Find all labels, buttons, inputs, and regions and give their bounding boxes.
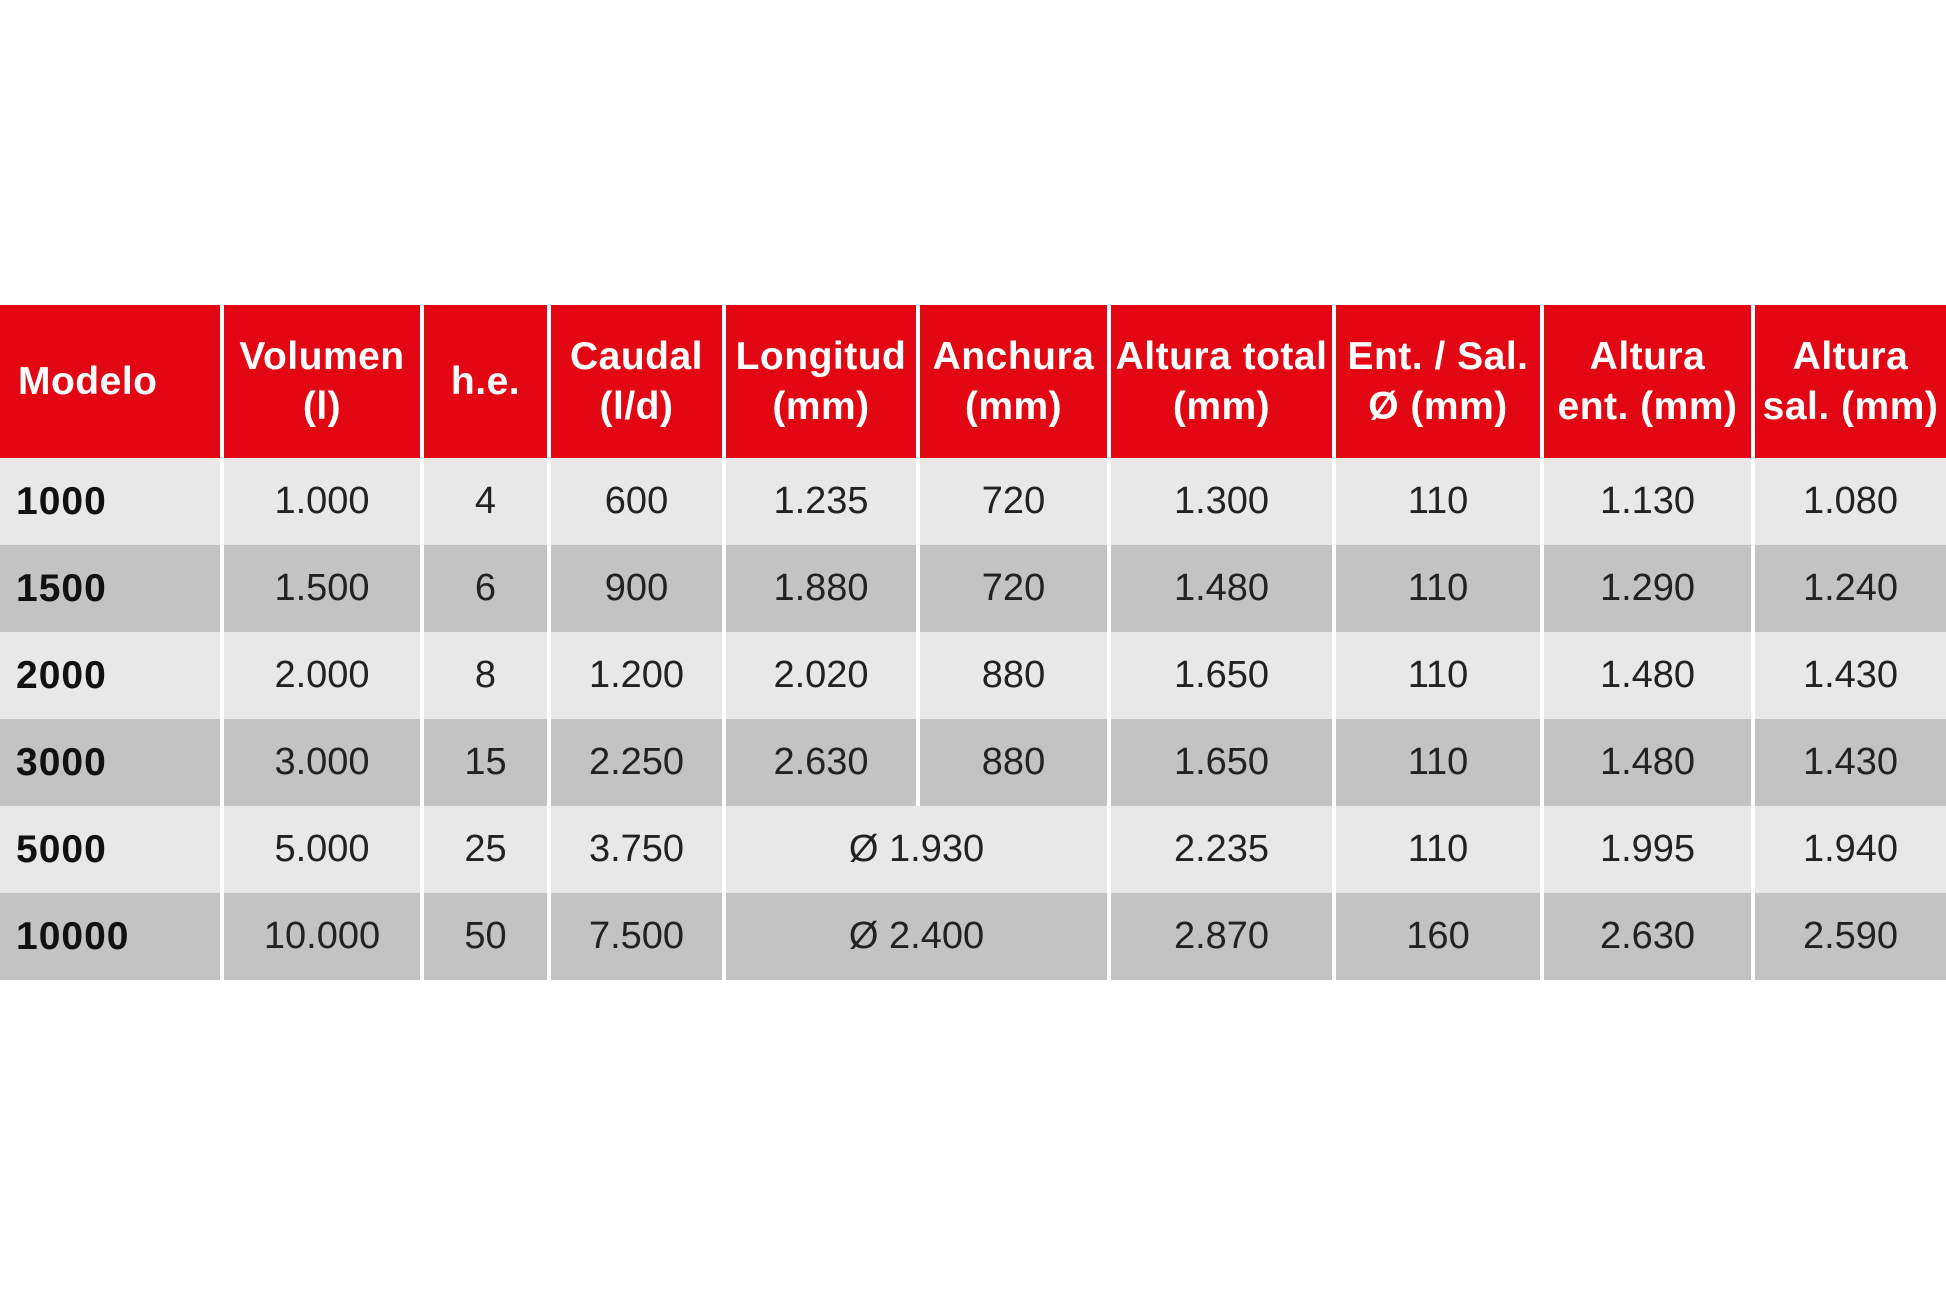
cell-altura-total: 1.480: [1109, 545, 1334, 632]
table-row: [0, 893, 1946, 980]
cell-diametro: Ø 1.930: [724, 806, 1109, 893]
header-caudal: Caudal (l/d): [549, 305, 724, 458]
spec-table: [0, 305, 1946, 980]
cell-altura-sal: 1.430: [1753, 632, 1946, 719]
cell-he: 25: [422, 806, 549, 893]
cell-altura-ent: 2.630: [1542, 893, 1753, 980]
cell-ent-sal: 110: [1334, 632, 1542, 719]
cell-altura-ent: 1.480: [1542, 632, 1753, 719]
cell-volumen: 10.000: [222, 893, 422, 980]
cell-volumen: 1.500: [222, 545, 422, 632]
header-volumen: Volumen (l): [222, 305, 422, 458]
table-header-row: [0, 305, 1946, 458]
header-altura-sal: Altura sal. (mm): [1753, 305, 1946, 458]
cell-altura-ent: 1.130: [1542, 458, 1753, 545]
table-row: [0, 632, 1946, 719]
cell-altura-ent: 1.995: [1542, 806, 1753, 893]
cell-he: 6: [422, 545, 549, 632]
header-ent-sal: Ent. / Sal. Ø (mm): [1334, 305, 1542, 458]
header-anchura: Anchura (mm): [918, 305, 1109, 458]
cell-ent-sal: 110: [1334, 545, 1542, 632]
cell-altura-sal: 1.080: [1753, 458, 1946, 545]
table-row: [0, 458, 1946, 545]
cell-altura-total: 2.870: [1109, 893, 1334, 980]
header-longitud: Longitud (mm): [724, 305, 918, 458]
cell-longitud: 2.630: [724, 719, 918, 806]
cell-modelo: 3000: [0, 719, 222, 806]
cell-volumen: 3.000: [222, 719, 422, 806]
cell-altura-ent: 1.480: [1542, 719, 1753, 806]
cell-caudal: 900: [549, 545, 724, 632]
cell-longitud: 1.235: [724, 458, 918, 545]
cell-longitud: 2.020: [724, 632, 918, 719]
cell-ent-sal: 110: [1334, 719, 1542, 806]
cell-altura-total: 1.650: [1109, 632, 1334, 719]
cell-altura-total: 1.650: [1109, 719, 1334, 806]
cell-altura-sal: 1.240: [1753, 545, 1946, 632]
cell-altura-ent: 1.290: [1542, 545, 1753, 632]
header-altura-total: Altura total (mm): [1109, 305, 1334, 458]
table-row: [0, 545, 1946, 632]
header-he: h.e.: [422, 305, 549, 458]
cell-anchura: 720: [918, 458, 1109, 545]
cell-caudal: 1.200: [549, 632, 724, 719]
cell-modelo: 1000: [0, 458, 222, 545]
cell-caudal: 7.500: [549, 893, 724, 980]
cell-ent-sal: 110: [1334, 806, 1542, 893]
cell-volumen: 5.000: [222, 806, 422, 893]
table-row: [0, 806, 1946, 893]
cell-caudal: 3.750: [549, 806, 724, 893]
cell-ent-sal: 160: [1334, 893, 1542, 980]
cell-he: 15: [422, 719, 549, 806]
cell-volumen: 2.000: [222, 632, 422, 719]
cell-anchura: 720: [918, 545, 1109, 632]
cell-caudal: 2.250: [549, 719, 724, 806]
cell-he: 8: [422, 632, 549, 719]
header-modelo: Modelo: [0, 305, 222, 458]
cell-altura-sal: 1.940: [1753, 806, 1946, 893]
cell-modelo: 10000: [0, 893, 222, 980]
cell-anchura: 880: [918, 719, 1109, 806]
cell-diametro: Ø 2.400: [724, 893, 1109, 980]
table-row: [0, 719, 1946, 806]
cell-modelo: 5000: [0, 806, 222, 893]
cell-he: 50: [422, 893, 549, 980]
cell-ent-sal: 110: [1334, 458, 1542, 545]
cell-caudal: 600: [549, 458, 724, 545]
cell-modelo: 1500: [0, 545, 222, 632]
cell-volumen: 1.000: [222, 458, 422, 545]
cell-altura-total: 2.235: [1109, 806, 1334, 893]
header-altura-ent: Altura ent. (mm): [1542, 305, 1753, 458]
cell-modelo: 2000: [0, 632, 222, 719]
cell-longitud: 1.880: [724, 545, 918, 632]
cell-he: 4: [422, 458, 549, 545]
cell-altura-sal: 1.430: [1753, 719, 1946, 806]
cell-altura-total: 1.300: [1109, 458, 1334, 545]
cell-altura-sal: 2.590: [1753, 893, 1946, 980]
cell-anchura: 880: [918, 632, 1109, 719]
